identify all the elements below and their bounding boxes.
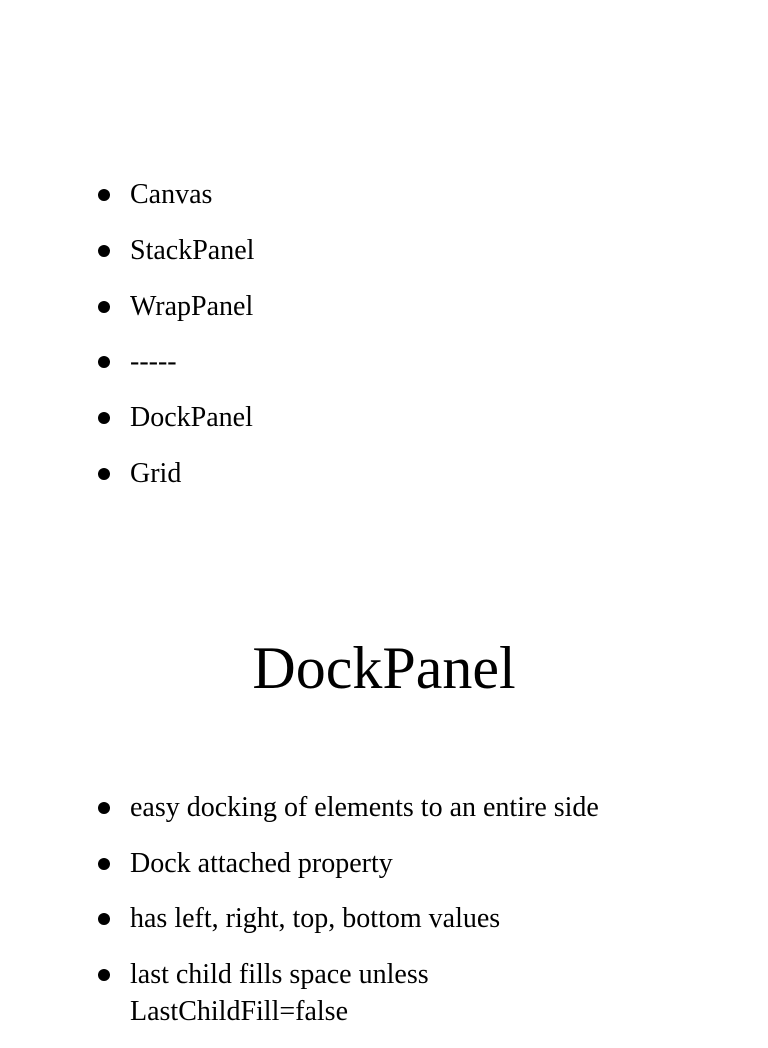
list-item <box>0 789 599 826</box>
bullet-icon <box>98 412 110 424</box>
list-item <box>0 900 599 937</box>
list-item <box>0 232 254 269</box>
bullet-icon <box>98 301 110 313</box>
list-item-label: Dock attached property <box>130 847 393 879</box>
list-item-label: DockPanel <box>130 402 253 434</box>
list-item-label: Grid <box>130 457 182 489</box>
bullet-icon <box>98 356 110 368</box>
bullet-icon <box>98 189 110 201</box>
list-item <box>0 455 254 492</box>
list-item <box>0 845 599 882</box>
bullet-icon <box>98 969 110 981</box>
list-item-label: last child fills space unless LastChildFill=false <box>130 958 429 1027</box>
list-item-label: has left, right, top, bottom values <box>130 903 501 934</box>
panel-types-list <box>0 176 254 511</box>
list-item-label: WrapPanel <box>130 290 254 322</box>
list-item-label: Canvas <box>130 179 213 210</box>
bullet-icon <box>98 245 110 257</box>
list-item-label: ----- <box>130 346 177 378</box>
list-item <box>0 956 599 1030</box>
list-item <box>0 343 254 380</box>
list-item <box>0 176 254 213</box>
bullet-icon <box>98 802 110 814</box>
list-item-label: StackPanel <box>130 234 255 266</box>
list-item <box>0 399 254 436</box>
list-item-label: easy docking of elements to an entire side <box>130 792 599 823</box>
list-item <box>0 288 254 325</box>
slide-title: DockPanel <box>252 635 516 701</box>
dockpanel-features-list <box>0 789 599 1048</box>
bullet-icon <box>98 858 110 870</box>
bullet-icon <box>98 468 110 480</box>
bullet-icon <box>98 913 110 925</box>
